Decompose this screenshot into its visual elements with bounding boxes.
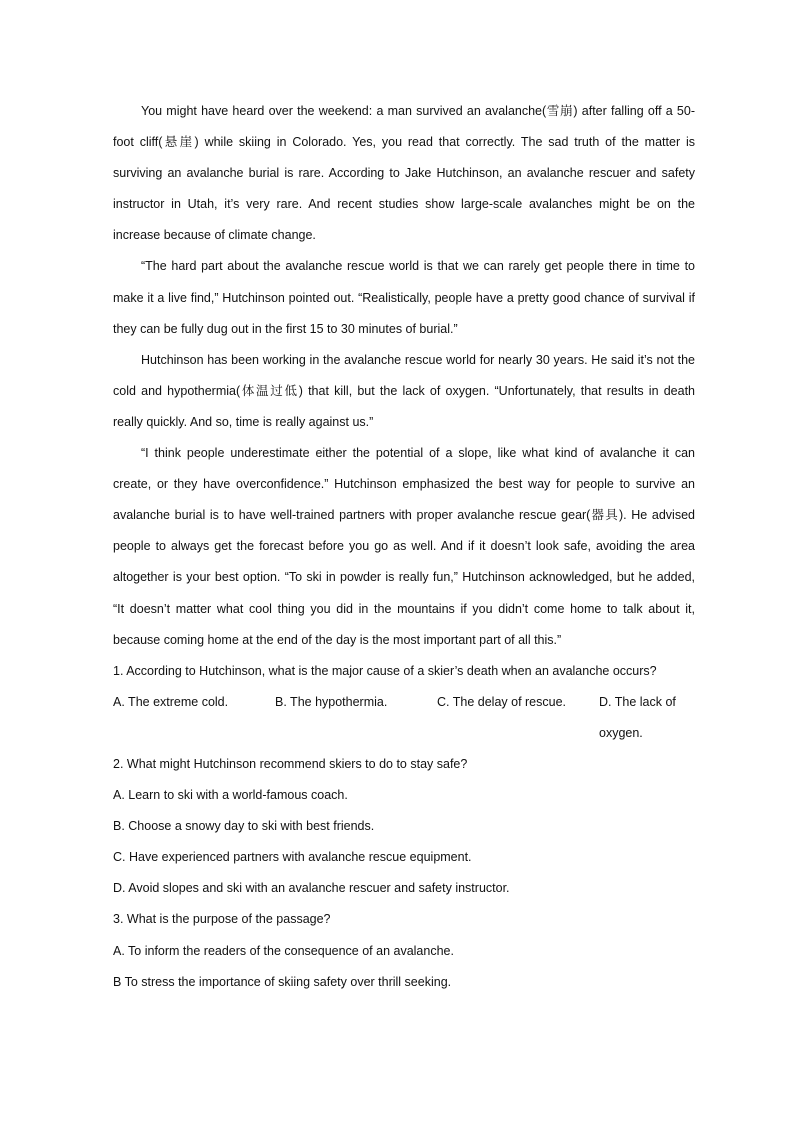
- question-1-option-d: D. The lack of oxygen.: [599, 694, 676, 740]
- question-2-option-a: A. Learn to ski with a world-famous coach.: [113, 788, 348, 803]
- passage-paragraph-3: Hutchinson has been working in the avalanche rescue world for nearly 30 years. He said it’s not the cold and hypothermia(体温过低) that kill, but the lack of oxygen. “Unfortunately, that results in death really quickly. And so, time is really against us.”: [113, 352, 695, 429]
- question-1-stem: 1. According to Hutchinson, what is the major cause of a skier’s death when an avalanche occurs?: [113, 663, 657, 678]
- question-2: [113, 749, 695, 904]
- question-1: [113, 656, 695, 749]
- passage-paragraph-2: “The hard part about the avalanche rescue world is that we can rarely get people there in time to make it a live find,” Hutchinson pointed out. “Realistically, people have a pretty good chance of survival if they can be fully dug out in the first 15 to 30 minutes of burial.”: [113, 259, 695, 336]
- question-3-stem: 3. What is the purpose of the passage?: [113, 912, 331, 927]
- question-2-option-c: C. Have experienced partners with avalanche rescue equipment.: [113, 850, 472, 865]
- question-3-option-a: A. To inform the readers of the consequence of an avalanche.: [113, 943, 454, 958]
- question-3-option-b: B To stress the importance of skiing safety over thrill seeking.: [113, 974, 452, 989]
- document-page: [113, 96, 695, 998]
- question-1-options: [113, 687, 695, 749]
- question-1-option-b: B. The hypothermia.: [275, 694, 388, 709]
- question-2-option-d: D. Avoid slopes and ski with an avalanche rescuer and safety instructor.: [113, 881, 510, 896]
- question-2-stem: 2. What might Hutchinson recommend skiers to do to stay safe?: [113, 756, 468, 771]
- question-3: [113, 904, 695, 997]
- question-2-option-b: B. Choose a snowy day to ski with best friends.: [113, 819, 375, 834]
- passage-paragraph-4: “I think people underestimate either the potential of a slope, like what kind of avalanche it can create, or they have overconfidence.” Hutchinson emphasized the best way for people to survive an avalanche burial is to have well-trained partners with proper avalanche rescue gear(器具). He advised people to always get the forecast before you go as well. And if it doesn’t look safe, avoiding the area altogether is your best option. “To ski in powder is really fun,” Hutchinson acknowledged, but he added, “It doesn’t matter what cool thing you did in the mountains if you didn’t come home to talk about it, because coming home at the end of the day is the most important part of all this.”: [113, 446, 695, 647]
- question-1-option-a: A. The extreme cold.: [113, 694, 229, 709]
- question-1-option-c: C. The delay of rescue.: [437, 694, 567, 709]
- passage-paragraph-1: You might have heard over the weekend: a man survived an avalanche(雪崩) after falling off a 50-foot cliff(悬崖) while skiing in Colorado. Yes, you read that correctly. The sad truth of the matter is surviving an avalanche burial is rare. According to Jake Hutchinson, an avalanche rescuer and safety instructor in Utah, it’s very rare. And recent studies show large-scale avalanches might be on the increase because of climate change.: [113, 104, 695, 243]
